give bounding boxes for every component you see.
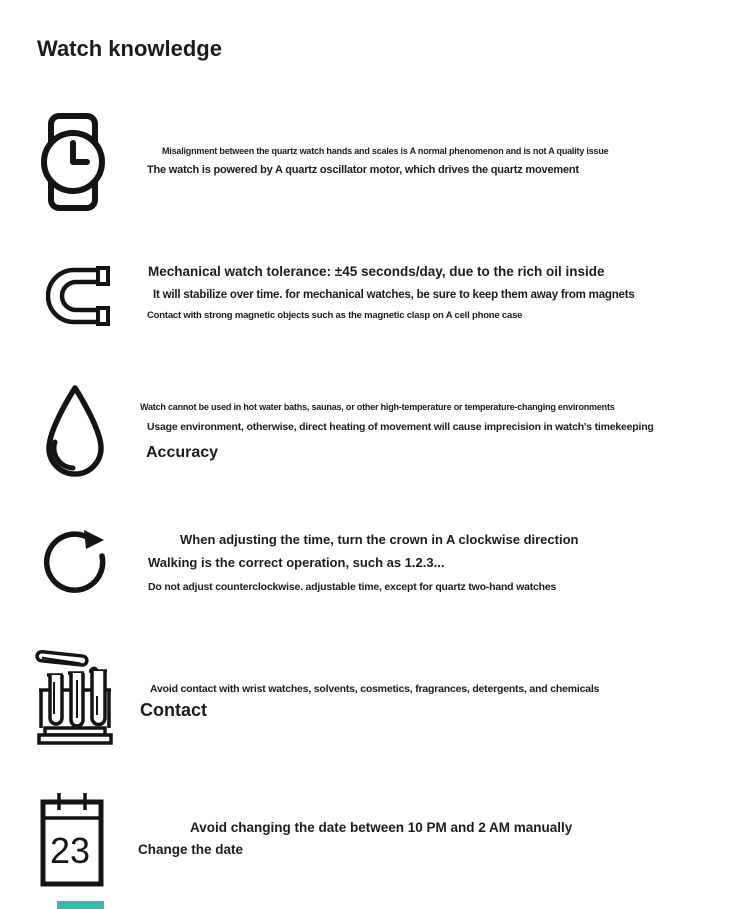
crown-main-line: When adjusting the time, turn the crown in A clockwise direction xyxy=(180,532,579,547)
temperature-sub-line: Usage environment, otherwise, direct heating of movement will cause imprecision in watch's timekeeping xyxy=(147,421,654,433)
page-title: Watch knowledge xyxy=(37,36,222,61)
calendar-icon xyxy=(40,790,104,887)
bottom-partial-teal-bar xyxy=(57,901,104,909)
water-drop-icon xyxy=(42,384,108,480)
crown-note-line: Do not adjust counterclockwise. adjustable time, except for quartz two-hand watches xyxy=(148,581,557,593)
wristwatch-icon xyxy=(40,112,106,212)
magnet-note-line: Contact with strong magnetic objects such as the magnetic clasp on A cell phone case xyxy=(147,310,523,321)
chemicals-main-line: Avoid contact with wrist watches, solvents, cosmetics, fragrances, detergents, and chemicals xyxy=(150,683,600,695)
test-tubes-icon xyxy=(35,648,115,746)
clockwise-arrow-icon xyxy=(42,524,108,598)
magnet-sub-line: It will stabilize over time. for mechanical watches, be sure to keep them away from magnets xyxy=(153,289,635,301)
quartz-main-line: The watch is powered by A quartz oscillator motor, which drives the quartz movement xyxy=(147,164,579,176)
accuracy-heading: Accuracy xyxy=(146,444,219,461)
magnet-icon xyxy=(46,266,110,326)
magnet-main-line: Mechanical watch tolerance: ±45 seconds/day, due to the rich oil inside xyxy=(148,264,605,279)
date-sub-line: Change the date xyxy=(138,842,244,857)
contact-heading: Contact xyxy=(140,700,207,720)
temperature-note-line: Watch cannot be used in hot water baths, saunas, or other high-temperature or temperature-changing environments xyxy=(140,402,615,412)
calendar-day-number: 23 xyxy=(49,830,91,871)
date-main-line: Avoid changing the date between 10 PM and 2 AM manually xyxy=(190,820,573,835)
crown-sub-line: Walking is the correct operation, such as 1.2.3... xyxy=(148,555,445,570)
quartz-note-line: Misalignment between the quartz watch hands and scales is A normal phenomenon and is not A quality issue xyxy=(162,146,609,156)
